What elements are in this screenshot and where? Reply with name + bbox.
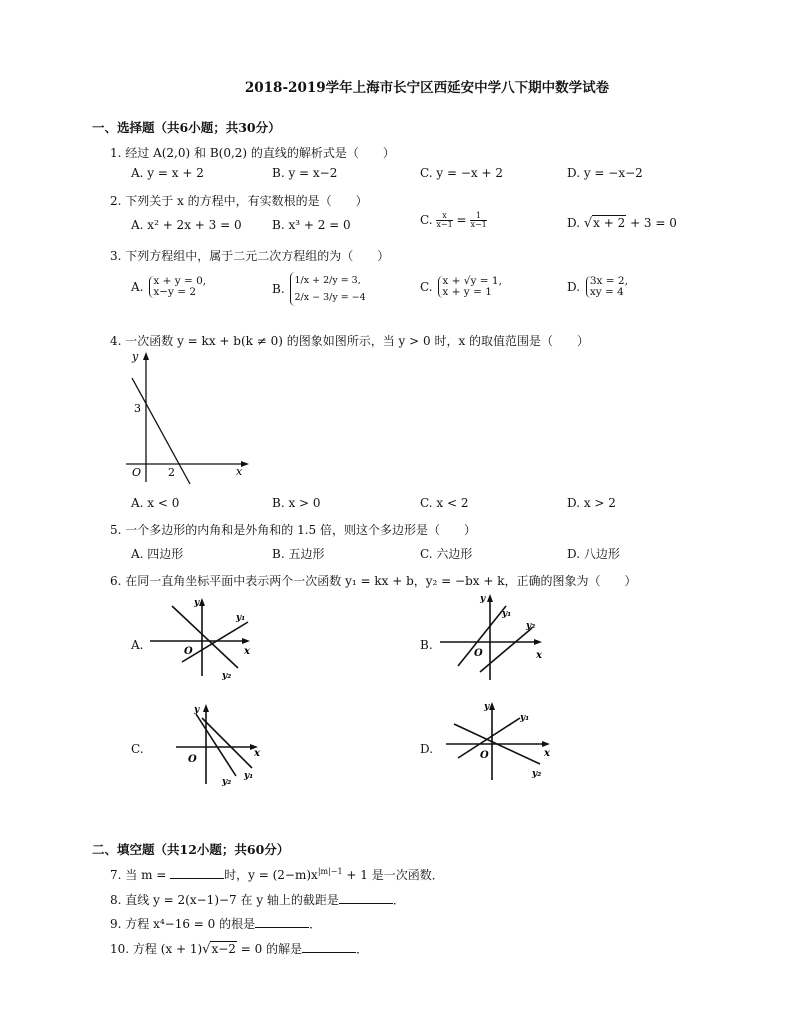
- answer-blank[interactable]: [302, 942, 356, 953]
- answer-blank[interactable]: [170, 868, 224, 879]
- svg-text:y₂: y₂: [526, 621, 536, 631]
- q1-option-a[interactable]: A. y = x + 2: [131, 166, 204, 180]
- svg-text:x: x: [254, 748, 260, 759]
- svg-text:y₁: y₁: [502, 609, 512, 619]
- y-axis-arrow: [143, 352, 149, 360]
- question-7: 7. 当 m = 时，$y = (2-m)x^{|m|-1} + 1$ 是一次函数．: [110, 867, 444, 882]
- section-heading-choice: 一、选择题（共6小题；共30分）: [92, 120, 281, 135]
- system-brace: x + √y = 1, x + y = 1: [438, 276, 502, 298]
- svg-text:y₁: y₁: [244, 771, 254, 781]
- q5-option-d[interactable]: D. 八边形: [567, 547, 620, 561]
- svg-text:x: x: [536, 650, 542, 661]
- svg-text:y₂: y₂: [222, 777, 232, 787]
- question-6-stem: 6. 在同一直角坐标平面中表示两个一次函数 y₁ = kx + b，y₂ = −bx + k，正确的图象为（ ）: [110, 574, 637, 588]
- line-y1: [202, 718, 252, 768]
- q5-option-c[interactable]: C. 六边形: [420, 547, 473, 561]
- fraction: $\frac{1}{x-1}$: [470, 211, 487, 229]
- q2-option-b[interactable]: B. x³ + 2 = 0: [272, 218, 351, 232]
- question-9: 9. 方程 x⁴−16 = 0 的根是 ．: [110, 917, 322, 931]
- section-heading-fill: 二、填空题（共12小题；共60分）: [92, 842, 290, 857]
- x-label: x: [236, 465, 243, 478]
- q3-option-d[interactable]: D. 3x = 2, xy = 4: [567, 275, 628, 298]
- question-3-stem: 3. 下列方程组中，属于二元二次方程组的为（ ）: [110, 249, 390, 263]
- q2-option-d[interactable]: D. √x + 2 + 3 = 0: [567, 216, 677, 231]
- question-5-stem: 5. 一个多边形的内角和是外角和的 1.5 倍，则这个多边形是（ ）: [110, 523, 476, 537]
- question-4-stem: 4. 一次函数 y = kx + b(k ≠ 0) 的图象如图所示，当 y > 0 时，x 的取值范围是（ ）: [110, 334, 590, 348]
- svg-text:y: y: [480, 594, 486, 604]
- system-brace: x + y = 0, x−y = 2: [149, 276, 206, 298]
- q1-option-b[interactable]: B. y = x−2: [272, 166, 338, 180]
- svg-text:x: x: [544, 748, 550, 759]
- q6-graph-c[interactable]: [172, 702, 272, 788]
- line-y2: [172, 606, 238, 668]
- answer-blank[interactable]: [339, 893, 393, 904]
- svg-text:y₁: y₁: [236, 613, 246, 623]
- radical-sign: √: [202, 942, 211, 957]
- q4-option-a[interactable]: A. x < 0: [131, 496, 180, 510]
- line-y2: [480, 628, 532, 672]
- svg-text:y₁: y₁: [520, 713, 530, 723]
- y-intercept-label: 3: [134, 402, 141, 415]
- svg-text:O: O: [480, 750, 489, 761]
- svg-text:O: O: [188, 754, 197, 765]
- q6-option-c-label[interactable]: C.: [131, 742, 144, 756]
- q2-option-a[interactable]: A. x² + 2x + 3 = 0: [131, 218, 242, 232]
- svg-text:O: O: [184, 646, 193, 657]
- q2-option-c[interactable]: C. $\frac{x}{x-1}$ = $\frac{1}{x-1}$: [420, 211, 487, 229]
- q6-option-a-label[interactable]: A.: [131, 638, 144, 652]
- q1-option-d[interactable]: D. y = −x−2: [567, 166, 643, 180]
- q3-option-b[interactable]: B. 1/x + 2/y = 3, 2/x − 3/y = −4: [272, 272, 366, 306]
- svg-text:y₂: y₂: [532, 769, 542, 779]
- svg-text:y: y: [194, 598, 200, 608]
- page-title: 2018-2019学年上海市长宁区西延安中学八下期中数学试卷: [244, 80, 610, 96]
- q1-option-c[interactable]: C. y = −x + 2: [420, 166, 503, 180]
- q4-option-d[interactable]: D. x > 2: [567, 496, 616, 510]
- radical-sign: √: [583, 216, 593, 231]
- x-intercept-label: 2: [168, 466, 175, 479]
- q4-option-c[interactable]: C. x < 2: [420, 496, 469, 510]
- q5-option-b[interactable]: B. 五边形: [272, 547, 325, 561]
- system-brace: 1/x + 2/y = 3, 2/x − 3/y = −4: [290, 272, 365, 306]
- y-label: y: [132, 350, 139, 363]
- q4-option-b[interactable]: B. x > 0: [272, 496, 321, 510]
- q6-option-b-label[interactable]: B.: [420, 638, 433, 652]
- origin-label: O: [132, 466, 142, 479]
- question-2-stem: 2. 下列关于 x 的方程中，有实数根的是（ ）: [110, 194, 368, 208]
- q5-option-a[interactable]: A. 四边形: [131, 547, 184, 561]
- svg-text:x: x: [244, 646, 250, 657]
- q3-option-a[interactable]: A. x + y = 0, x−y = 2: [131, 275, 207, 298]
- answer-blank[interactable]: [255, 917, 309, 928]
- question-1-stem: 1. 经过 A(2,0) 和 B(0,2) 的直线的解析式是（ ）: [110, 146, 395, 160]
- svg-text:O: O: [474, 648, 483, 659]
- q3-option-c[interactable]: C. x + √y = 1, x + y = 1: [420, 275, 502, 298]
- line-y1: [458, 718, 520, 758]
- svg-text:y: y: [484, 702, 490, 712]
- svg-text:y₂: y₂: [222, 671, 232, 681]
- question-8: 8. 直线 y = 2(x−1)−7 在 y 轴上的截距是 ．: [110, 893, 405, 907]
- system-brace: 3x = 2, xy = 4: [586, 276, 628, 298]
- fraction: $\frac{x}{x-1}$: [436, 211, 453, 229]
- q6-graph-a[interactable]: [148, 596, 260, 682]
- q4-graph: [118, 350, 253, 490]
- q6-graph-d[interactable]: [440, 700, 556, 784]
- question-10: 10. 方程 (x + 1)√x−2 = 0 的解是 ．: [110, 942, 369, 957]
- q6-graph-b[interactable]: [436, 592, 548, 684]
- svg-text:y: y: [194, 705, 200, 715]
- q6-option-d-label[interactable]: D.: [420, 742, 434, 756]
